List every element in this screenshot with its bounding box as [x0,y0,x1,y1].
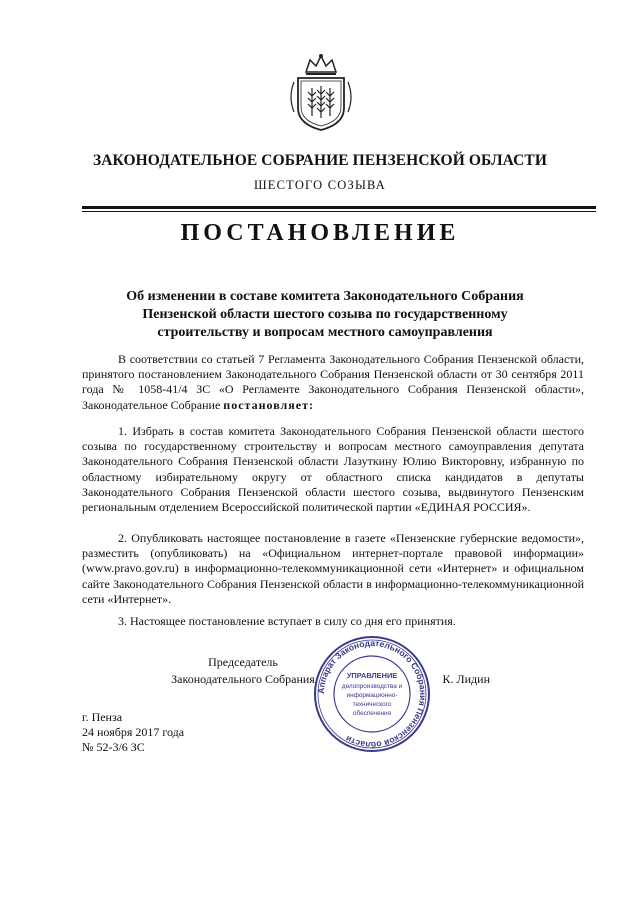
document-type-title: ПОСТАНОВЛЕНИЕ [180,220,460,246]
stamp-line: обеспечения [352,710,392,717]
stamp-line: делопроизводства и [341,683,403,690]
document-number: № 52-3/6 ЗС [82,740,145,754]
clause-2 [82,531,584,607]
document-subject [90,288,560,342]
stamp-line: информационно- [346,692,398,699]
document-date: 24 ноября 2017 года [82,725,185,739]
signatory-name: К. Лидин [442,672,490,686]
coat-of-arms-icon [286,52,356,132]
official-stamp [312,634,432,754]
signatory-title-line: Председатель [208,655,278,669]
subject-line: Об изменении в составе комитета Законодательного Собрания [126,289,524,304]
clause-1-text: 1. Избрать в состав комитета Законодательного Собрания Пензенской области шестого созыва по государственному строительству и вопросам местного самоуправления депутата Законодательного Собрания Пензенской области Лазуткину Юлию Викторовну, избранную по областному избирательному округу от областного списка кандидатов в депутаты Законодательного Собрания Пензенской области шестого созыва, выдвинутого Пензенским региональным отделением Всероссийской политической партии «ЕДИНАЯ РОССИЯ». [82,424,584,515]
clause-2-text: 2. Опубликовать настоящее постановление в газете «Пензенские губернские ведомости», разместить (опубликовать) на «Официальном интернет-портале правовой информации» (www.pravo.gov.ru) в информационно-телекоммуникационной сети «Интернет» и официальном сайте Законодательного Собрания Пензенской области в информационно-телекоммуникационной сети «Интернет». [82,531,584,606]
clause-3 [82,614,584,629]
stamp-line: технического [352,701,392,708]
document-place-date [82,710,282,755]
header-divider-thick [82,206,596,209]
decides-keyword: постановляет: [223,397,314,412]
header-divider-thin [82,211,596,212]
organization-title: ЗАКОНОДАТЕЛЬНОЕ СОБРАНИЕ ПЕНЗЕНСКОЙ ОБЛАСТИ [92,152,548,169]
stamp-line: УПРАВЛЕНИЕ [346,671,398,680]
subject-line: строительству и вопросам местного самоуправления [157,325,493,340]
signatory-title-line: Законодательного Собрания [171,672,315,686]
stamp-ring-text: Аппарат Законодательного Собрания Пензенской области [315,637,429,751]
preamble-paragraph [82,352,584,413]
clause-1 [82,424,584,515]
convocation-label: ШЕСТОГО СОЗЫВА [253,178,387,192]
preamble-text: В соответствии со статьей 7 Регламента Законодательного Собрания Пензенской области, принятого постановлением Законодательного Собрания Пензенской области от 30 сентября 2011 года № 1058-41/4 ЗС «О Регламенте Законодательного Собрания Пензенской области», Законодательное Собрание [82,352,584,412]
subject-line: Пензенской области шестого созыва по государственному [142,307,508,322]
signatory-title [158,654,328,688]
document-place: г. Пенза [82,710,123,724]
clause-3-text: 3. Настоящее постановление вступает в силу со дня его принятия. [118,614,456,628]
